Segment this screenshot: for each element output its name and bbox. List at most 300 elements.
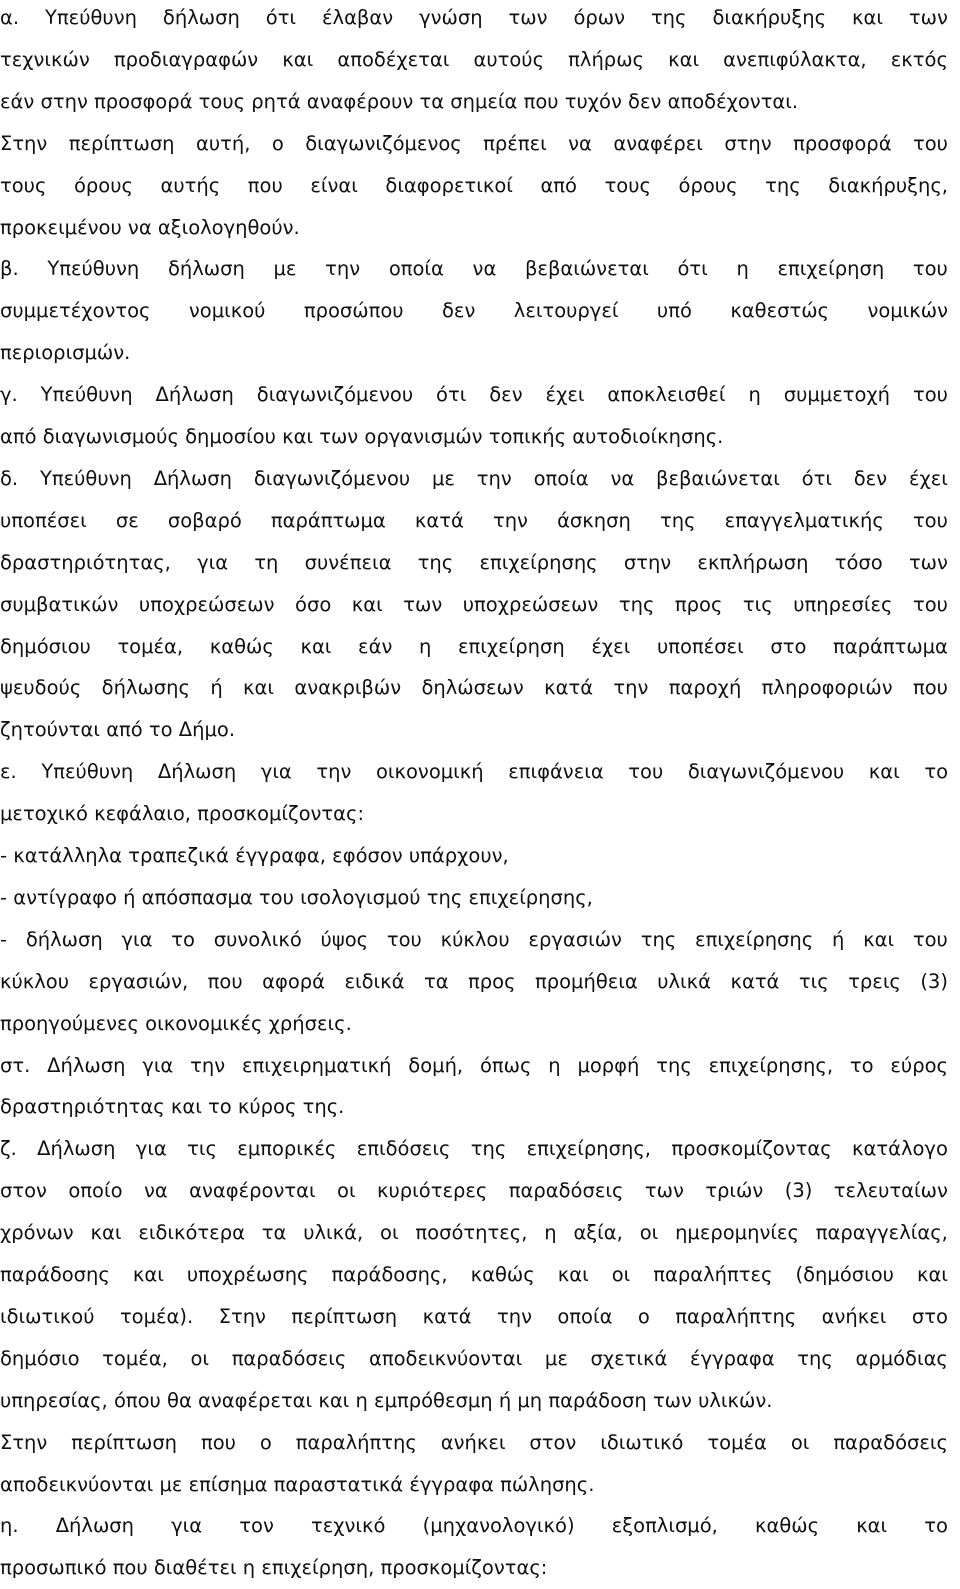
word: εάν [358, 634, 393, 658]
text-line [0, 165, 948, 207]
word: κύκλου [440, 927, 510, 951]
word: ύψος [320, 927, 369, 951]
word: εργασιών, [88, 969, 189, 993]
word: επιχείρηση [457, 634, 565, 658]
word: και [856, 1514, 888, 1538]
word: το [171, 927, 195, 951]
word: αρμόδιας [855, 1346, 948, 1370]
text-line [0, 1128, 948, 1170]
text-line [0, 1422, 948, 1464]
word: και [868, 760, 900, 784]
word: επιχείρηση [777, 257, 885, 281]
word: του [913, 592, 948, 616]
word: δ. [0, 466, 19, 490]
text-line: περιορισμών. [0, 341, 131, 365]
word: ανήκει [440, 1430, 506, 1454]
word: οποίο [68, 1179, 123, 1203]
word: αναφέρονται [189, 1179, 316, 1203]
word: καθώς [754, 1514, 820, 1538]
word: να [568, 131, 592, 155]
word: η [544, 1221, 557, 1245]
word: περίπτωση [68, 131, 175, 155]
word: δεν [489, 383, 523, 407]
word: διακήρυξης [712, 6, 827, 29]
word: επιχειρηματική [241, 1053, 392, 1077]
text-line: υπηρεσίας, όπου θα αναφέρεται και η εμπρόθεσμη ή μη παράδοση των υλικών. [0, 1388, 773, 1412]
word: να [472, 257, 497, 281]
text-line [0, 1338, 948, 1380]
word: την [496, 1304, 532, 1328]
word: τα [261, 1221, 287, 1245]
word: Στην [218, 1304, 266, 1328]
word: υποπέσει [656, 634, 744, 658]
word: αποδέχεται [337, 47, 450, 71]
word: το [924, 760, 948, 784]
word: τις [798, 969, 829, 993]
text-line [0, 0, 948, 39]
word: Δήλωση [37, 1137, 116, 1161]
word: στον [0, 1179, 47, 1203]
word: είναι [310, 173, 358, 197]
text-line: εάν στην προσφορά τους ρητά αναφέρουν τα σημεία που τυχόν δεν αποδέχονται. [0, 89, 799, 113]
word: γνώση [419, 6, 483, 29]
text-line [0, 1296, 948, 1338]
word: σχετικά [590, 1346, 668, 1370]
word: η [418, 634, 432, 658]
word: στον [529, 1430, 577, 1454]
word: και [90, 1221, 122, 1245]
word: δεν [442, 299, 476, 323]
word: ή [832, 927, 845, 951]
word: να [143, 1179, 168, 1203]
word: τα [423, 969, 449, 993]
word: τρεις [848, 969, 901, 993]
word: με [431, 466, 455, 490]
word: και [282, 47, 314, 71]
word: τεχνικών [0, 47, 90, 71]
word: και [351, 592, 383, 616]
word: η. [0, 1514, 19, 1538]
text-line [0, 626, 948, 668]
text-line [0, 39, 948, 81]
word: γ. [0, 383, 18, 407]
word: αξία, [573, 1221, 623, 1245]
word: διαγωνιζόμενου [253, 466, 411, 490]
word: προδιαγραφών [113, 47, 259, 71]
word: ειδικότερα [138, 1221, 245, 1245]
word: άσκηση [557, 508, 631, 532]
word: και [243, 676, 274, 700]
word: έλαβαν [322, 6, 394, 29]
word: έχει [545, 383, 585, 407]
word: του [912, 927, 948, 951]
word: Υπεύθυνη [40, 383, 133, 407]
text-line [0, 458, 948, 500]
word: ότι [436, 383, 467, 407]
word: διακήρυξης, [828, 173, 948, 197]
word: αυτής [160, 173, 221, 197]
word: καθεστώς [730, 299, 830, 323]
word: εύρος [890, 1053, 948, 1077]
word: της [650, 6, 687, 29]
word: επιχείρησης [695, 927, 814, 951]
word: - [0, 927, 8, 951]
word: του [628, 760, 664, 784]
word: παράπτωμα [833, 634, 948, 658]
word: αποδεικνύονται [368, 1346, 523, 1370]
word: (3) [784, 1179, 813, 1203]
word: τελευταίων [833, 1179, 948, 1203]
word: εκτός [890, 47, 948, 71]
word: κύκλου [0, 969, 70, 993]
word: τους [0, 173, 47, 197]
word: έχει [591, 634, 631, 658]
word: πρέπει [483, 131, 547, 155]
text-line [0, 374, 948, 416]
word: προσφορά [793, 131, 892, 155]
word: αναφέρει [613, 131, 703, 155]
word: όρους [678, 173, 738, 197]
word: για [121, 927, 153, 951]
word: έχει [908, 466, 948, 490]
word: της [417, 550, 454, 574]
word: ημερομηνίες [675, 1221, 799, 1245]
word: νομικών [867, 299, 948, 323]
word: ιδιωτικό [600, 1430, 684, 1454]
word: έγγραφα [690, 1346, 775, 1370]
word: κατά [422, 1304, 472, 1328]
word: παραλήπτες [653, 1263, 773, 1286]
word: αποκλεισθεί [607, 383, 726, 407]
word: δηλώσεων [421, 676, 524, 700]
word: τις [187, 1137, 217, 1161]
word: υπηρεσίες [793, 592, 893, 616]
word: δήλωση [162, 6, 240, 29]
word: το [849, 1053, 874, 1077]
word: που [207, 969, 243, 993]
word: περίπτωση [71, 1430, 178, 1454]
word: υλικά [657, 969, 711, 993]
word: η [548, 1053, 561, 1077]
text-line [0, 290, 948, 332]
word: όρους [73, 173, 133, 197]
word: ειδικά [344, 969, 405, 993]
word: στην [724, 131, 772, 155]
word: των [908, 550, 948, 574]
word: β. [0, 257, 19, 281]
word: διαγωνιζόμενου [256, 383, 414, 407]
word: από [540, 173, 577, 197]
word: εξοπλισμό, [611, 1514, 718, 1538]
word: υποπέσει [0, 508, 87, 532]
word: δημόσιου [0, 634, 91, 658]
word: οι [380, 1221, 399, 1245]
word: παραλήπτης [295, 1430, 417, 1454]
word: παραγγελίας, [815, 1221, 948, 1245]
word: ανήκει [821, 1304, 887, 1328]
word: Υπεύθυνη [47, 257, 140, 281]
word: οι [337, 1179, 356, 1203]
word: διαγωνιζόμενου [687, 760, 845, 784]
word: πληροφοριών [761, 676, 893, 700]
word: κατάλογο [852, 1137, 948, 1161]
word: τον [239, 1514, 274, 1538]
word: καθώς [470, 1263, 535, 1286]
word: τομέα [707, 1430, 767, 1454]
word: την [476, 466, 512, 490]
word: ποσότητες, [415, 1221, 528, 1245]
word: δήλωσης [101, 676, 190, 700]
word: για [135, 1137, 167, 1161]
word: συμμετέχοντος [0, 299, 151, 323]
word: επιχείρησης, [708, 1053, 834, 1077]
word: ότι [801, 466, 832, 490]
word: Υπεύθυνη [39, 466, 132, 490]
word: συνολικό [213, 927, 302, 951]
word: προσώπου [303, 299, 404, 323]
word: δραστηριότητας, [0, 550, 171, 574]
text-line [0, 584, 948, 626]
word: που [912, 676, 948, 700]
word: όρων [573, 6, 625, 29]
word: ο [271, 131, 284, 155]
word: συνέπεια [304, 550, 392, 574]
word: συμβατικών [0, 592, 119, 616]
text-line: προκειμένου να αξιολογηθούν. [0, 215, 300, 239]
word: επιχείρησης, [526, 1137, 652, 1161]
word: σοβαρό [167, 508, 242, 532]
word: Υπεύθυνη [45, 6, 137, 29]
word: κυριότερες [377, 1179, 488, 1203]
word: ή [210, 676, 223, 700]
word: της [797, 1346, 833, 1370]
text-line [0, 751, 948, 793]
text-line [0, 961, 948, 1003]
word: η [736, 257, 749, 281]
word: και [851, 6, 883, 29]
word: παράδοσης [0, 1263, 110, 1286]
word: τις [742, 592, 773, 616]
word: μορφή [577, 1053, 640, 1077]
text-line [0, 500, 948, 542]
word: των [508, 6, 548, 29]
word: της [656, 1053, 692, 1077]
word: εμπορικές [237, 1137, 337, 1161]
word: την [325, 257, 361, 281]
word: για [197, 550, 229, 574]
word: δήλωση [167, 257, 245, 281]
text-line: - αντίγραφο ή απόσπασμα του ισολογισμού της επιχείρησης, [0, 885, 593, 909]
text-line: μετοχικό κεφάλαιο, προσκομίζοντας: [0, 802, 365, 826]
word: δομή, [408, 1053, 464, 1077]
word: όπως [479, 1053, 532, 1077]
word: επιχείρησης [479, 550, 598, 574]
word: ότι [265, 6, 297, 29]
word: παραδόσεις [508, 1179, 624, 1203]
word: τη [254, 550, 279, 574]
word: της [618, 592, 655, 616]
word: ανακριβών [294, 676, 402, 700]
word: των [644, 1179, 684, 1203]
word: για [142, 1053, 174, 1077]
word: όσο [295, 592, 332, 616]
word: τομέα, [102, 1346, 168, 1370]
word: οι [639, 1221, 659, 1245]
text-line: ζητούνται από το Δήμο. [0, 718, 236, 742]
word: Δήλωση [157, 760, 237, 784]
word: ψευδούς [0, 676, 82, 700]
word: αφορά [262, 969, 325, 993]
word: προς [674, 592, 723, 616]
word: παραδόσεις [231, 1346, 347, 1370]
word: ο [259, 1430, 272, 1454]
word: περίπτωση [291, 1304, 398, 1328]
word: των [403, 592, 443, 616]
word: οποία [388, 257, 444, 281]
word: και [863, 927, 895, 951]
word: Δήλωση [55, 1514, 134, 1538]
text-line [0, 542, 948, 584]
text-line [0, 248, 948, 290]
word: εργασιών [528, 927, 622, 951]
word: επαγγελματικής [724, 508, 884, 532]
word: παραδόσεις [833, 1430, 948, 1454]
word: των [908, 6, 948, 29]
word: Δήλωση [47, 1053, 126, 1077]
text-line [0, 1045, 948, 1087]
word: νομικού [188, 299, 266, 323]
word: και [668, 47, 700, 71]
word: στο [770, 634, 807, 658]
word: αυτή, [195, 131, 251, 155]
word: υπό [656, 299, 692, 323]
word: υποχρεώσεων [138, 592, 275, 616]
word: ε. [0, 760, 17, 784]
word: Δήλωση [153, 466, 233, 490]
word: της [765, 173, 801, 197]
word: την [492, 508, 528, 532]
word: κατά [544, 676, 594, 700]
word: εκπλήρωση [697, 550, 809, 574]
word: για [260, 760, 292, 784]
text-line: προσωπικό που διαθέτει η επιχείρηση, προσκομίζοντας: [0, 1556, 548, 1580]
text-line: αποδεικνύονται με επίσημα παραστατικά έγγραφα πώλησης. [0, 1472, 595, 1496]
word: τόσο [834, 550, 883, 574]
word: για [171, 1514, 203, 1538]
word: με [273, 257, 297, 281]
word: Υπεύθυνη [41, 760, 134, 784]
word: οικονομική [375, 760, 484, 784]
word: οποία [533, 466, 589, 490]
text-line [0, 1212, 948, 1254]
word: του [912, 257, 948, 281]
word: τομέα). [119, 1304, 194, 1328]
text-line [0, 667, 948, 709]
word: Δήλωση [155, 383, 234, 407]
word: ο [637, 1304, 650, 1328]
word: την [190, 1053, 226, 1077]
word: οι [611, 1263, 631, 1286]
word: ότι [677, 257, 708, 281]
word: α. [0, 6, 20, 29]
word: της [640, 927, 677, 951]
word: οι [190, 1346, 210, 1370]
word: και [916, 1263, 948, 1286]
word: (3) [920, 969, 948, 993]
word: επιφάνεια [508, 760, 604, 784]
text-line [0, 1254, 948, 1296]
word: επιδόσεις [356, 1137, 451, 1161]
word: υποχρέωσης [186, 1263, 309, 1286]
word: σε [115, 508, 139, 532]
word: δήλωση [25, 927, 103, 951]
text-line: δραστηριότητας και το κύρος της. [0, 1095, 345, 1119]
word: προμήθεια [535, 969, 638, 993]
word: του [912, 508, 948, 532]
word: βεβαιώνεται [524, 257, 649, 281]
word: τεχνικό [311, 1514, 386, 1538]
word: υποχρεώσεων [462, 592, 599, 616]
text-line [0, 123, 948, 165]
word: την [613, 676, 649, 700]
word: την [316, 760, 352, 784]
word: παραλήπτης [675, 1304, 797, 1328]
word: ζ. [0, 1137, 17, 1161]
word: ανεπιφύλακτα, [723, 47, 867, 71]
word: που [200, 1430, 236, 1454]
word: και [300, 634, 332, 658]
word: λειτουργεί [513, 299, 619, 323]
text-line: προηγούμενες οικονομικές χρήσεις. [0, 1011, 352, 1035]
word: Στην [0, 1430, 48, 1454]
word: οποία [557, 1304, 613, 1328]
word: και [557, 1263, 589, 1286]
word: τριών [705, 1179, 764, 1203]
word: του [912, 131, 948, 155]
word: προς [468, 969, 516, 993]
word: χρόνων [0, 1221, 74, 1245]
word: του [386, 927, 422, 951]
text-line [0, 1170, 948, 1212]
word: και [132, 1263, 164, 1286]
word: υλικά, [303, 1221, 364, 1245]
word: να [610, 466, 635, 490]
word: αυτούς [473, 47, 545, 71]
word: οι [790, 1430, 810, 1454]
word: δεν [853, 466, 888, 490]
word: της [659, 508, 696, 532]
text-line [0, 1505, 948, 1547]
word: διαγωνιζόμενος [305, 131, 462, 155]
word: το [924, 1514, 948, 1538]
word: του [912, 383, 948, 407]
word: παράπτωμα [270, 508, 386, 532]
word: καθώς [209, 634, 274, 658]
word: στο [911, 1304, 948, 1328]
word: τους [604, 173, 651, 197]
word: κατά [414, 508, 464, 532]
word: διαφορετικοί [385, 173, 513, 197]
word: τομέα, [117, 634, 184, 658]
word: (μηχανολογικό) [422, 1514, 575, 1538]
word: πλήρως [568, 47, 644, 71]
text-line: από διαγωνισμούς δημοσίου και των οργανισμών τοπικής αυτοδιοίκησης. [0, 425, 724, 448]
word: στην [623, 550, 672, 574]
word: προσκομίζοντας [671, 1137, 832, 1161]
word: με [544, 1346, 568, 1370]
word: ιδιωτικού [0, 1304, 95, 1328]
word: στ. [0, 1053, 31, 1077]
